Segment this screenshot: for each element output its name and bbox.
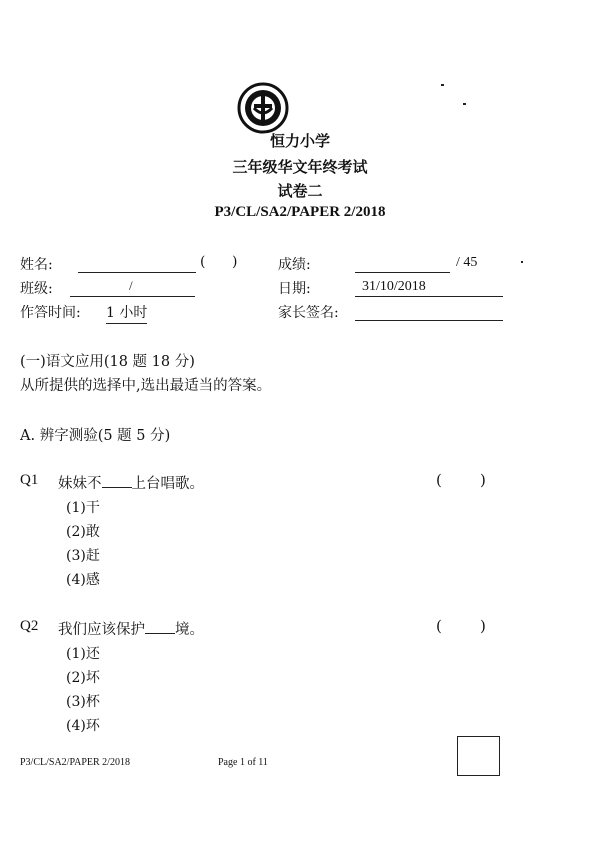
scan-speck: [463, 103, 466, 105]
section-instruction: 从所提供的选择中,选出最适当的答案。: [20, 378, 272, 394]
option-item: (3)赶: [66, 548, 100, 564]
option-item: (1)干: [66, 500, 100, 516]
score-field[interactable]: [355, 272, 450, 273]
question-text-before: 妹妹不: [58, 476, 102, 492]
date-value: 31/10/2018: [362, 279, 426, 294]
time-label: 作答时间:: [20, 305, 81, 321]
footer-code: P3/CL/SA2/PAPER 2/2018: [20, 757, 130, 768]
section-title: (一)语文应用(18 题 18 分): [20, 354, 195, 370]
option-item: (4)感: [66, 572, 100, 588]
option-item: (2)坏: [66, 670, 100, 686]
question-number: Q1: [20, 472, 39, 488]
option-item: (4)环: [66, 718, 100, 734]
name-label: 姓名:: [20, 257, 53, 273]
question-text: [58, 618, 204, 639]
part-a-title: A. 辨字测验(5 题 5 分): [20, 428, 171, 444]
question-text: [58, 472, 204, 493]
question-text-after: 境。: [175, 622, 204, 638]
option-item: (3)杯: [66, 694, 100, 710]
question-text-after: 上台唱歌。: [131, 476, 204, 492]
parent-signature-field[interactable]: [355, 320, 503, 321]
paper-code: P3/CL/SA2/PAPER 2/2018: [214, 204, 386, 220]
school-logo-icon: [237, 82, 289, 134]
register-paren-close: ): [232, 254, 238, 270]
exam-title: 三年级华文年终考试: [232, 158, 368, 176]
question-text-before: 我们应该保护: [58, 622, 145, 638]
footer-page: Page 1 of 11: [218, 757, 268, 768]
question-number: Q2: [20, 618, 39, 634]
score-box: [457, 736, 500, 776]
answer-blank: [145, 621, 175, 634]
register-paren-open: (: [200, 254, 206, 270]
class-field[interactable]: [70, 296, 195, 297]
time-value: 1 小时: [106, 302, 147, 324]
score-total: / 45: [456, 255, 478, 270]
paper-title: 试卷二: [277, 182, 323, 200]
answer-blank: [102, 475, 132, 488]
school-name: 恒力小学: [269, 132, 330, 150]
class-slash: /: [129, 278, 133, 293]
name-field[interactable]: [78, 272, 196, 273]
answer-paren[interactable]: ( ): [436, 617, 486, 635]
date-underline: [355, 296, 503, 297]
scan-speck: [521, 261, 523, 263]
parent-signature-label: 家长签名:: [278, 305, 339, 321]
option-item: (1)还: [66, 646, 100, 662]
class-label: 班级:: [20, 281, 53, 297]
scan-speck: [441, 84, 444, 86]
answer-paren[interactable]: ( ): [436, 471, 486, 489]
option-item: (2)敢: [66, 524, 100, 540]
date-label: 日期:: [278, 281, 311, 297]
score-label: 成绩:: [278, 257, 311, 273]
